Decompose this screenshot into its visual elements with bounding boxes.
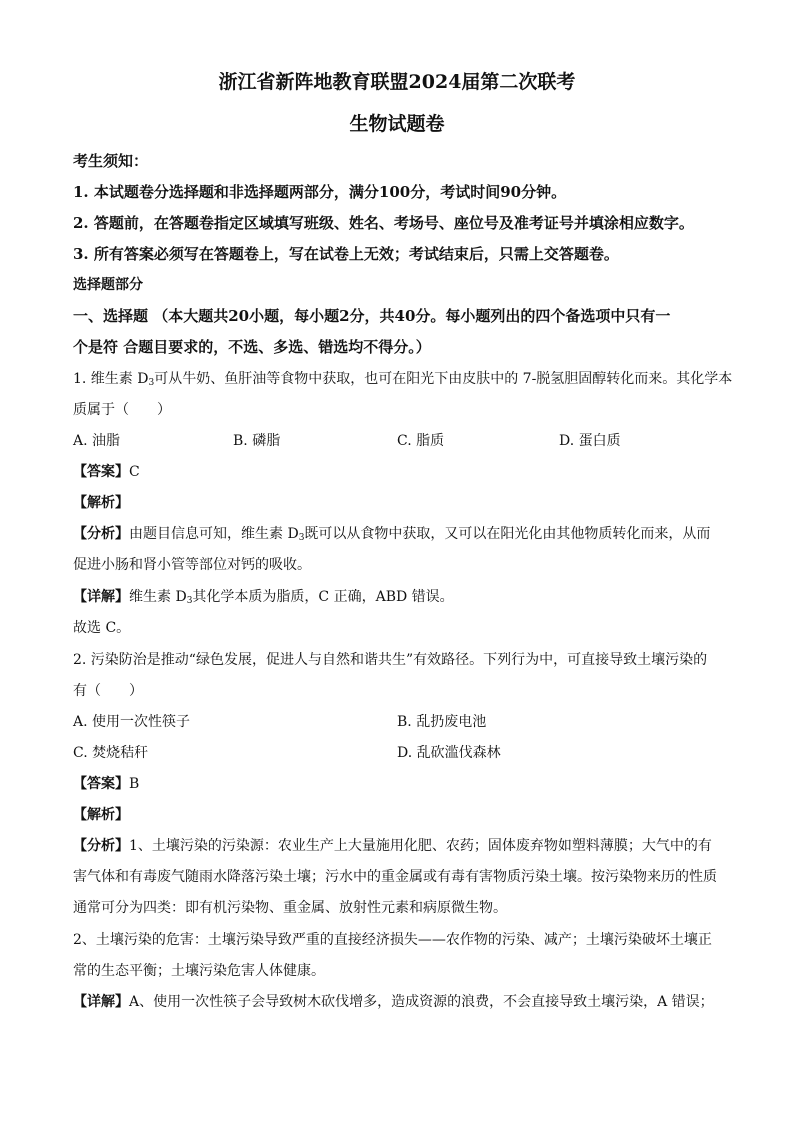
q2-option-c: C. 焚烧秸秆: [73, 745, 149, 761]
q1-fenxi-pre: 由题目信息可知，维生素 D: [129, 526, 299, 542]
q1-answer: [73, 462, 140, 482]
q1-option-d: D. 蛋白质: [559, 433, 621, 449]
q2-stem-line1: 2. 污染防治是推动“绿色发展，促进人与自然和谐共生”有效路径。下列行为中，可直接导致土壤污染的: [73, 652, 708, 668]
q1-fenxi-line1: [73, 524, 710, 544]
q1-stem-sub: 3: [148, 378, 155, 388]
q1-option-c: C. 脂质: [397, 433, 445, 449]
notice-item-2: 2. 答题前，在答题卷指定区域填写班级、姓名、考场号、座位号及准考证号并填涂相应数字。: [73, 214, 694, 232]
q2-option-d: D. 乱砍滥伐森林: [397, 745, 501, 761]
q2-answer-value: B: [129, 776, 140, 792]
q1-xiangjie-tag: 【详解】: [73, 589, 129, 605]
q1-option-a: A. 油脂: [73, 433, 121, 449]
q1-stem-line2: 质属于（ ）: [73, 402, 171, 418]
q2-xiangjie-text: A、使用一次性筷子会导致树木砍伐增多，造成资源的浪费，不会直接导致土壤污染，A 错误；: [129, 994, 714, 1010]
q1-xiangjie-post: 其化学本质为脂质，C 正确，ABD 错误。: [192, 589, 454, 605]
section-part: 选择题部分: [73, 277, 143, 293]
exam-subtitle: 生物试题卷: [349, 113, 445, 135]
q2-stem-line2: 有（ ）: [73, 683, 143, 699]
notice-heading: 考生须知：: [73, 152, 149, 170]
q2-analysis-tag: 【解析】: [73, 807, 129, 823]
q1-xiangjie-sub: 3: [186, 596, 193, 606]
q1-fenxi-tag: 【分析】: [73, 526, 129, 542]
q1-fenxi-post: 既可以从食物中获取，又可以在阳光化由其他物质转化而来，从而: [304, 526, 711, 542]
q1-analysis-tag: 【解析】: [73, 495, 129, 511]
section-heading-line2: 个是符 合题目要求的，不选、多选、错选均不得分。）: [73, 338, 431, 356]
q2-xiangjie: [73, 992, 714, 1012]
q1-option-b: B. 磷脂: [233, 433, 281, 449]
section-heading-line1: 一、选择题 （本大题共20小题，每小题2分，共40分。每小题列出的四个备选项中只有一: [73, 307, 671, 325]
q1-xiangjie-pre: 维生素 D: [129, 589, 187, 605]
q1-stem-pre: 1. 维生素 D: [73, 371, 149, 387]
q1-stem-post: 可从牛奶、鱼肝油等食物中获取，也可在阳光下由皮肤中的 7-脱氢胆固醇转化而来。其化学本: [154, 371, 733, 387]
q2-fenxi-line5: 常的生态平衡；土壤污染危害人体健康。: [73, 963, 325, 979]
q1-fenxi-line2: 促进小肠和肾小管等部位对钙的吸收。: [73, 557, 311, 573]
q1-stem-line1: [73, 369, 732, 389]
q2-fenxi-line3: 通常可分为四类：即有机污染物、重金属、放射性元素和病原微生物。: [73, 900, 507, 916]
q2-fenxi-tag: 【分析】: [73, 838, 129, 854]
q2-xiangjie-tag: 【详解】: [73, 994, 129, 1010]
exam-title: 浙江省新阵地教育联盟2024届第二次联考: [218, 71, 576, 93]
q1-answer-value: C: [129, 464, 140, 480]
q1-conclusion: 故选 C。: [73, 620, 131, 636]
notice-item-1: 1. 本试题卷分选择题和非选择题两部分，满分100分，考试时间90分钟。: [73, 183, 567, 201]
q2-option-b: B. 乱扔废电池: [397, 714, 487, 730]
q1-xiangjie: [73, 587, 454, 607]
q2-option-a: A. 使用一次性筷子: [73, 714, 191, 730]
q2-fenxi-line1: [73, 836, 712, 856]
q2-fenxi-text1: 1、土壤污染的污染源：农业生产上大量施用化肥、农药；固体废弃物如塑料薄膜；大气中的有: [129, 838, 712, 854]
q2-fenxi-line4: 2、土壤污染的危害：土壤污染导致严重的直接经济损失——农作物的污染、减产；土壤污染破坏土壤正: [73, 932, 712, 948]
notice-item-3: 3. 所有答案必须写在答题卷上，写在试卷上无效；考试结束后，只需上交答题卷。: [73, 245, 619, 263]
q2-fenxi-line2: 害气体和有毒废气随雨水降落污染土壤；污水中的重金属或有毒有害物质污染土壤。按污染物来历的性质: [73, 869, 717, 885]
q2-answer-tag: 【答案】: [73, 776, 129, 792]
q1-answer-tag: 【答案】: [73, 464, 129, 480]
q2-answer: [73, 774, 139, 794]
q1-fenxi-sub: 3: [298, 533, 305, 543]
